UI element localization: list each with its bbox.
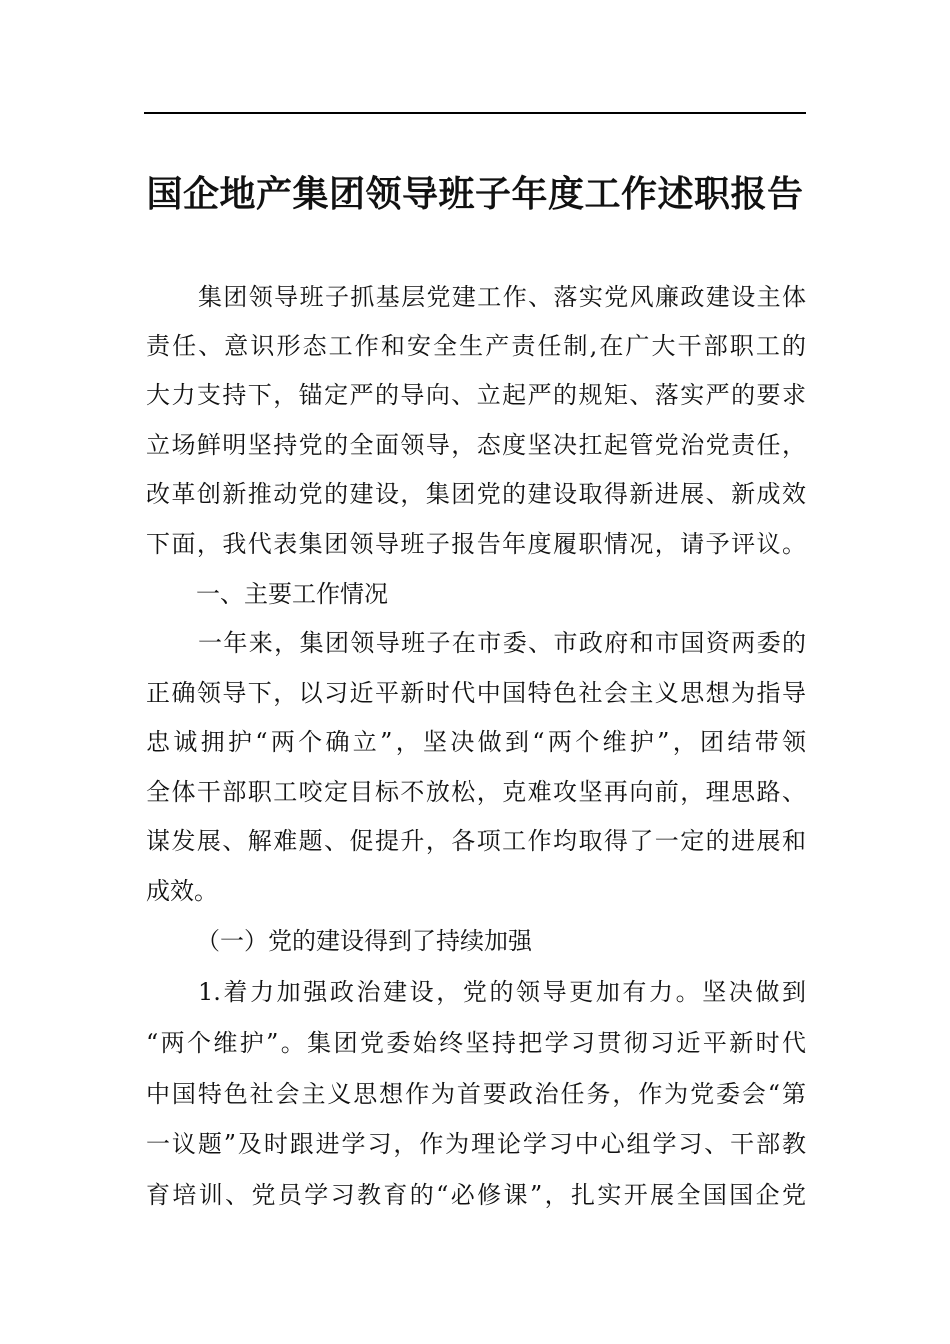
item-line-3: 中国特色社会主义思想作为首要政治任务，作为党委会“第 (146, 1080, 806, 1108)
intro-line-2: 责任、意识形态工作和安全生产责任制,在广大干部职工的 (146, 332, 806, 360)
subsection-heading: （一）党的建设得到了持续加强 (196, 927, 532, 955)
section-line-1: 一年来，集团领导班子在市委、市政府和市国资两委的 (198, 629, 806, 657)
section-heading: 一、主要工作情况 (196, 580, 388, 608)
intro-line-1: 集团领导班子抓基层党建工作、落实党风廉政建设主体 (198, 283, 806, 311)
item-line-1: 1.着力加强政治建设，党的领导更加有力。坚决做到 (198, 978, 806, 1006)
section-line-6: 成效。 (146, 877, 218, 905)
item-line-4: 一议题”及时跟进学习，作为理论学习中心组学习、干部教 (146, 1130, 806, 1158)
document-title: 国企地产集团领导班子年度工作述职报告 (146, 173, 804, 215)
item-line-5: 育培训、党员学习教育的“必修课”，扎实开展全国国企党 (146, 1181, 806, 1209)
intro-line-6: 下面，我代表集团领导班子报告年度履职情况，请予评议。 (146, 530, 806, 558)
section-line-5: 谋发展、解难题、促提升，各项工作均取得了一定的进展和 (146, 827, 806, 855)
intro-line-3: 大力支持下，锚定严的导向、立起严的规矩、落实严的要求 (146, 381, 806, 409)
header-rule (144, 112, 806, 114)
section-line-3: 忠诚拥护“两个确立”，坚决做到“两个维护”，团结带领 (146, 728, 806, 756)
intro-line-4: 立场鲜明坚持党的全面领导，态度坚决扛起管党治党责任， (146, 431, 806, 459)
item-line-2: “两个维护”。集团党委始终坚持把学习贯彻习近平新时代 (146, 1029, 806, 1057)
intro-line-5: 改革创新推动党的建设，集团党的建设取得新进展、新成效 (146, 480, 806, 508)
section-line-4: 全体干部职工咬定目标不放松，克难攻坚再向前，理思路、 (146, 778, 806, 806)
section-line-2: 正确领导下，以习近平新时代中国特色社会主义思想为指导 (146, 679, 806, 707)
